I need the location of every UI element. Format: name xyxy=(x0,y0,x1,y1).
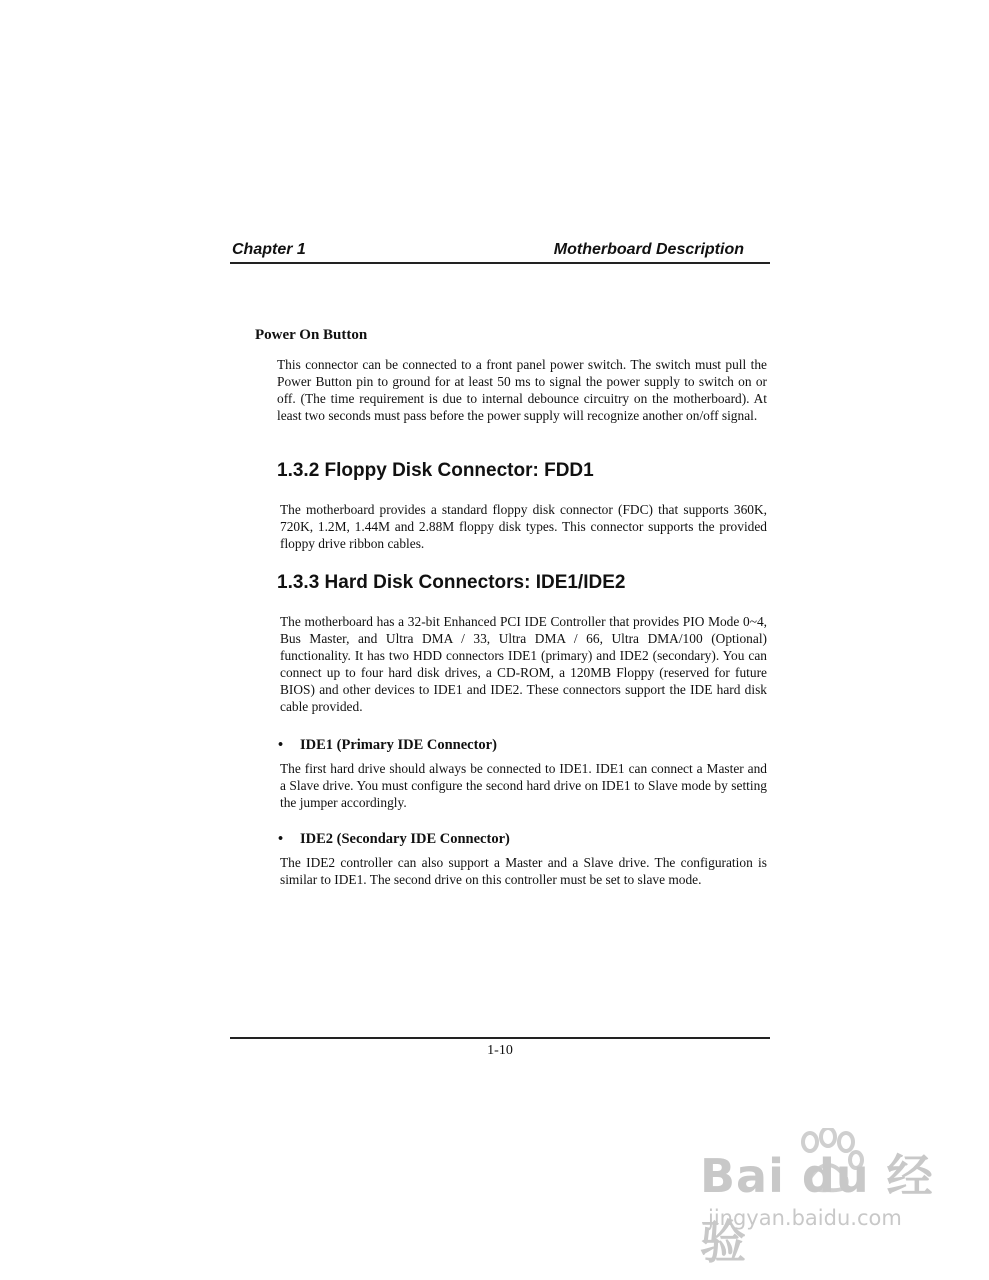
watermark-url: jingyan.baidu.com xyxy=(708,1206,902,1230)
chapter-label: Chapter 1 xyxy=(232,241,306,258)
ide1-bullet-heading xyxy=(278,737,497,754)
ide2-paragraph: The IDE2 controller can also support a Master and a Slave drive. The configuration is similar to IDE1. The second drive on this controller must be set to slave mode. xyxy=(280,855,767,887)
power-on-heading: Power On Button xyxy=(255,327,368,343)
page-header xyxy=(230,238,770,264)
ide1-paragraph: The first hard drive should always be connected to IDE1. IDE1 can connect a Master and a Slave drive. You must configure the second hard drive on IDE1 to Slave mode by setting the jumper accordingly. xyxy=(280,761,767,810)
ide-heading: 1.3.3 Hard Disk Connectors: IDE1/IDE2 xyxy=(277,572,626,593)
page-number: 1-10 xyxy=(487,1043,513,1058)
fdd-heading: 1.3.2 Floppy Disk Connector: FDD1 xyxy=(277,460,594,481)
ide1-title: IDE1 (Primary IDE Connector) xyxy=(300,737,497,753)
bullet-icon: • xyxy=(278,737,284,753)
footer-rule xyxy=(230,1037,770,1039)
section-title: Motherboard Description xyxy=(553,241,744,258)
watermark-logo-text: Bai du 经验 xyxy=(700,1149,934,1269)
ide2-title: IDE2 (Secondary IDE Connector) xyxy=(300,831,510,847)
power-on-paragraph: This connector can be connected to a front panel power switch. The switch must pull the Power Button pin to ground for at least 50 ms to signal the power supply to switch on or off. (The time requirement is due to internal debounce circuitry on the motherboard). At least two seconds must pass before the power supply will recognize another on/off signal. xyxy=(277,357,767,423)
ide-paragraph: The motherboard has a 32-bit Enhanced PCI IDE Controller that provides PIO Mode 0~4, Bus Master, and Ultra DMA / 33, Ultra DMA / 66, Ultra DMA/100 (Optional) functionality. It has two HDD connectors IDE1 (primary) and IDE2 (secondary). You can connect up to four hard disk drives, a CD-ROM, a 120MB Floppy (reserved for future BIOS) and other devices to IDE1 and IDE2. These connectors support the IDE hard disk cable provided. xyxy=(280,614,767,714)
baidu-watermark xyxy=(700,1130,940,1269)
bullet-icon: • xyxy=(278,831,284,847)
ide2-bullet-heading xyxy=(278,831,510,848)
fdd-paragraph: The motherboard provides a standard floppy disk connector (FDC) that supports 360K, 720K, 1.2M, 1.44M and 2.88M floppy disk types. This connector supports the provided floppy drive ribbon cables. xyxy=(280,502,767,551)
